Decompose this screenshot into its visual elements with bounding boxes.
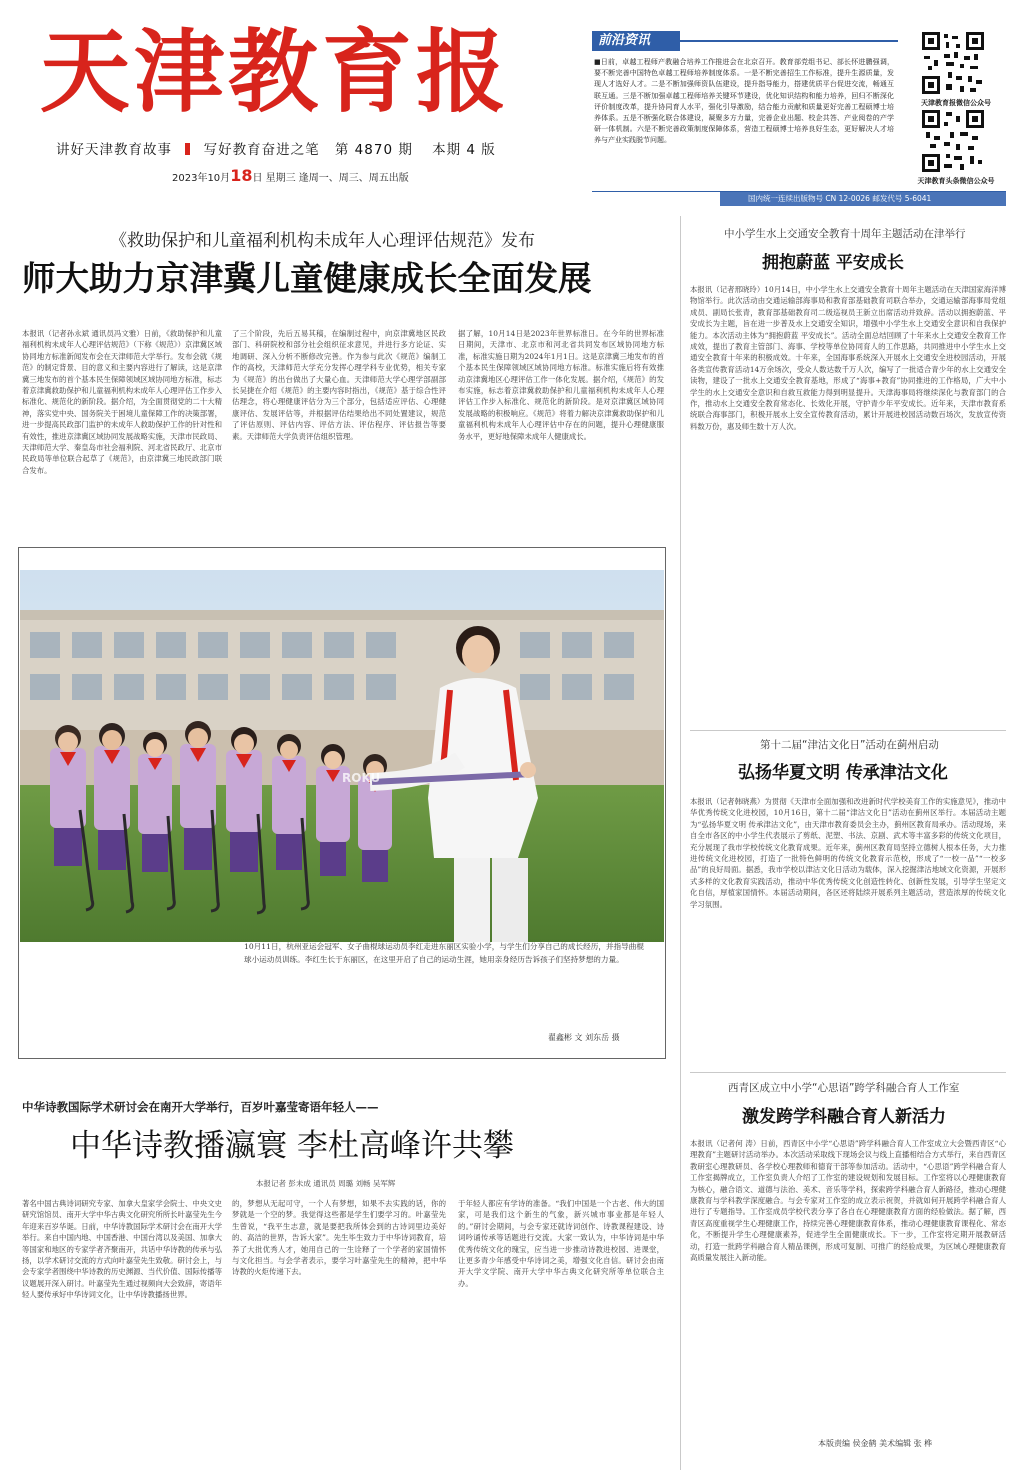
qr-code-2 xyxy=(920,108,986,174)
right1-headline: 拥抱蔚蓝 平安成长 xyxy=(762,253,904,273)
masthead-title: 天津教育报 xyxy=(40,19,510,125)
news-flash-label: 前沿资讯 xyxy=(592,31,680,51)
masthead-slogan xyxy=(56,138,496,158)
page-count: 本期 4 版 xyxy=(432,142,496,158)
slogan-2: 写好教育奋进之笔 xyxy=(203,142,320,158)
poetry-headline: 中华诗教播瀛寰 李杜高峰许共攀 xyxy=(70,1128,514,1164)
lead-headline: 师大助力京津冀儿童健康成长全面发展 xyxy=(22,259,592,298)
issue-date: 2023年10月18日 星期三 逢周一、周三、周五出版 xyxy=(172,166,409,185)
lead-kicker: 《救助保护和儿童福利机构未成年人心理评估规范》发布 xyxy=(110,231,535,251)
right1-kicker: 中小学生水上交通安全教育十周年主题活动在津举行 xyxy=(724,228,966,240)
right3-body: 本报讯（记者何 涛）日前，西青区中小学“心思语”跨学科融合育人工作室成立大会暨西青区“心理教育”主题研讨活动举办。本次活动采取线下现场会议与线上直播相结合方式举行，来自西青区教研室心理教研员、各学校心理教师和德育干部等参加活动。活动中，“心思语”跨学科融合育人工作室揭牌成立，工作室负责人介绍了工作室的建设规划和发展目标。工作室将以心理健康教育为核心，融合语文、道德与法治、美术、音乐等学科，探索跨学科融合育人新路径，推动心理健康教育与学科教学深度融合。与会专家对工作室的成立表示祝贺，并就如何开展跨学科融合育人进行了专题指导。工作室成员学校代表分享了各自在心理健康教育方面的经验做法。据了解，西青区高度重视学生心理健康工作，持续完善心理健康教育体系，推动心理健康教育课程化、常态化，不断提升学生心理健康素养，促进学生全面健康成长。下一步，工作室将定期开展教研活动，打造一批跨学科融合育人精品课例，形成可复制、可推广的经验成果，为区域心理健康教育高质量发展注入新动能。 xyxy=(690,1139,1006,1263)
slogan-1: 讲好天津教育故事 xyxy=(56,142,172,158)
poetry-column-2: 的，梦想从无起可守，一个人有梦想，如果不去实践的话，你的梦就是一个空的梦。我觉得这些都是学生们要学习的。叶嘉莹先生曾说，“我平生志意，就是要把我所体会到的古诗词里边美好的、高洁的世界，告诉大家”。先生毕生致力于中华诗词教育，培养了大批优秀人才，她用自己的一生诠释了一个学者的家国情怀与文化担当。与会学者表示，要学习叶嘉莹先生的精神，把中华诗教的火炬传递下去。 xyxy=(232,1199,446,1277)
lead-column-3: 据了解，10月14日是2023年世界标准日。在今年的世界标准日期间，天津市、北京市和河北省共同发布区域协同地方标准，标准实施日期为2024年1月1日。这是京津冀三地发布的首个基本民生保障领域区域协同地方标准。标准实施后将有效推动京津冀地区心理评估工作一体化发展。据介绍，《规范》的发布实施，标志着京津冀救助保护和儿童福利机构未成年人心理评估工作步入标准化、规范化的新阶段。是对京津冀区域协同发展战略的积极响应。《规范》将着力解决京津冀救助保护和儿童福利机构未成年人心理评估中存在的问题，提升心理健康服务水平，更好地保障未成年人健康成长。 xyxy=(458,329,664,441)
news-flash-body: ■日前，卓越工程师产教融合培养工作推进会在北京召开。教育部党组书记、部长怀进鹏强调，要不断完善中国特色卓越工程师培养制度体系。一是不断完善招生工作标准，提升生源质量，发现人才选好人才。二是不断加强师资队伍建设，提升指导能力，搭建优质平台促进交流，畅通互联互通。三是不断加强卓越工程师培养关键环节建设，优化知识结构和能力培养，回归不断深化评价制度改革，提升协同育人水平，强化引导激励，结合能力贡献和质量更好完善工程硕博士培养体系。五是不断强化联合体建设，凝聚多方力量，完善企业出题、校企共答、产业阅卷的产学研一体机制。六是不断完善政策制度保障体系，营造工程硕博士培养良好生态，更好解决人才培养与产业实践脱节问题。 xyxy=(594,58,894,145)
qr-caption-2: 天津教育头条微信公众号 xyxy=(917,177,995,185)
right2-headline: 弘扬华夏文明 传承津沽文化 xyxy=(738,763,948,783)
lead-photo-caption: 10月11日，杭州亚运会冠军、女子曲棍球运动员李红走进东丽区实验小学，与学生们分享自己的成长经历，并指导曲棍球小运动员训练。李红生长于东丽区，在这里开启了自己的运动生涯，她用亲身经历告诉孩子们坚持梦想的力量。 xyxy=(244,942,644,964)
publication-code-bar: 国内统一连续出版物号 CN 12-0026 邮发代号 5-6041 xyxy=(720,192,1006,206)
lead-photo xyxy=(20,570,664,942)
date-day: 18 xyxy=(230,166,253,185)
lead-column-2: 了三个阶段，先后五易其稿，在编制过程中，向京津冀地区民政部门、科研院校和部分社会组织征求意见，并进行多方论证、实地调研、深入分析不断修改完善。作为参与此次《规范》编制工作的高校，天津师范大学充分发挥心理学科专业优势，相关专家为《规范》的出台做出了大量心血。天津师范大学心理学部副部长吴捷在介绍《规范》的主要内容时指出，《规范》基于综合性评估理念，将心理健康评估分为三个部分，包括适应评估、心理健康评估、发展评估等，并根据评估结果给出不同处置建议，规范了评估原则、评估内容、评估方法、评估程序、评估报告等要素。天津师范大学负责评估组织管理。 xyxy=(232,329,446,441)
lead-column-1: 本报讯（记者孙永斌 通讯员冯文雅）日前，《救助保护和儿童福利机构未成年人心理评估规范》（下称《规范》）京津冀区域协同地方标准新闻发布会在天津师范大学举行。发布会就《规范》的制定背景、目的意义和主要内容进行了解读，这是京津冀三地发布的首个基本民生保障领域区域协同地方标准，标志着京津冀救助保护和儿童福利机构未成年人心理评估工作步入标准化、规范化的新阶段。据介绍，为全面贯彻党的二十大精神，落实党中央、国务院关于困境儿童保障工作的决策部署，进一步提高民政部门监护的未成年人救助保护工作的针对性和有效性，推进京津冀区域协同发展战略实施，天津市民政局、天津师范大学、秦皇岛市社会福利院、河北省民政厅、北京市民政局等单位联合起草了《规范》，由京津冀三地民政部门联合发布。 xyxy=(22,329,222,475)
right1-body: 本报讯（记者邢晓玲）10月14日，中小学生水上交通安全教育十周年主题活动在天津国家海洋博物馆举行。此次活动由交通运输部海事局和教育部基础教育司联合举办，交通运输部海事局党组成员、副局长张青，教育部基础教育司二级巡视员王新立出席活动并致辞。活动以拥抱蔚蓝、平安成长为主题，旨在进一步普及水上交通安全知识，增强中小学生水上交通安全意识和自我保护能力。本次活动主体为“拥抱蔚蓝 平安成长”。活动全面总结回顾了十年来水上交通安全教育工作成效，提出了教育主管部门、海事、学校等单位协同育人的工作思路，共同推进中小学生水上交通安全教育十年来的积极成效。十年来，全国海事系统深入开展水上交通安全进校园活动，开展各类宣传教育活动14万余场次，受众人数达数千万人次，编写了一批适合青少年的水上交通安全读物，建设了一批水上交通安全教育基地，形成了“海事+教育”协同推进的工作格局，广大中小学生的水上交通安全意识和自救互救能力得到明显提升。天津海事局将继续深化与教育部门的合作，推动水上交通安全教育常态化、长效化开展，守护青少年平安成长。近年来，天津市教育系统联合海事部门，积极开展水上安全宣传教育活动，累计开展进校园活动数百场次，发放宣传资料数万份，惠及师生数十万人次。 xyxy=(690,285,1006,431)
poetry-kicker: 中华诗教国际学术研讨会在南开大学举行，百岁叶嘉莹寄语年轻人—— xyxy=(22,1100,379,1114)
qr-caption-1: 天津教育报微信公众号 xyxy=(921,99,991,107)
lead-photo-credit: 翟鑫彬 文 刘东岳 摄 xyxy=(548,1033,620,1042)
right3-kicker: 西青区成立中小学“心思语”跨学科融合育人工作室 xyxy=(728,1082,960,1094)
right2-kicker: 第十二届“津沽文化日”活动在蓟州启动 xyxy=(760,739,939,751)
page-editors: 本版责编 侯金鹤 美术编辑 张 桦 xyxy=(818,1439,933,1448)
poetry-column-3: 于年轻人都应有学诗的准备。“我们中国是一个古老、伟大的国家，可是我们这个新生的气象，新兴城市事业都是年轻人的。”研讨会期间，与会专家还就诗词创作、诗教课程建设、诗词吟诵传承等话题进行交流。大家一致认为，中华诗词是中华优秀传统文化的瑰宝，应当进一步推动诗教进校园、进课堂，让更多青少年感受中华诗词之美，增强文化自信。研讨会由南开大学文学院、南开大学中华古典文化研究所等单位联合主办。 xyxy=(458,1199,664,1288)
poetry-byline: 本报记者 彭未成 通讯员 周璐 刘畅 吴军辉 xyxy=(256,1179,396,1188)
qr-code-1 xyxy=(920,30,986,96)
poetry-column-1: 著名中国古典诗词研究专家、加拿大皇家学会院士、中央文史研究馆馆员、南开大学中华古典文化研究所所长叶嘉莹先生今年迎来百岁华诞。日前，中华诗教国际学术研讨会在南开大学举行。来自中国内地、中国香港、中国台湾以及美国、加拿大等国家和地区的专家学者齐聚南开，共话中华诗教的传承与弘扬，以学术研讨交流的方式向叶嘉莹先生致敬。研讨会上，与会专家学者围绕中华诗教的历史渊源、当代价值、国际传播等议题展开深入研讨。叶嘉莹先生通过视频向大会致辞，寄语年轻人要传承好中华诗词文化，让中华诗教播扬世界。 xyxy=(22,1199,222,1300)
photo-watermark: ROKU xyxy=(342,771,381,785)
issue-number: 第 4870 期 xyxy=(334,142,413,158)
right3-headline: 激发跨学科融合育人新活力 xyxy=(742,1107,946,1127)
right2-body: 本报讯（记者韩晓燕）为贯彻《天津市全面加强和改进新时代学校美育工作的实施意见》，推动中华优秀传统文化进校园，10月16日，第十二届“津沽文化日”活动在蓟州区举行。本届活动主题为“弘扬华夏文明 传承津沽文化”，由天津市教育委员会主办，蓟州区教育局承办。活动现场，来自全市各区的中小学生代表展示了剪纸、泥塑、书法、京剧、武术等丰富多彩的传统文化项目，充分展现了我市学校传统文化教育成果。近年来，蓟州区教育局坚持立德树人根本任务，大力推进传统文化进校园，打造了一批特色鲜明的传统文化教育示范校，形成了“一校一品”“一校多品”的良好局面。据悉，我市学校以津沽文化日活动为载体，深入挖掘津沽地域文化资源，开展形式多样的文化教育实践活动，推动中华优秀传统文化创造性转化、创新性发展，引导学生坚定文化自信，厚植家国情怀。本届活动期间，各区还将陆续开展系列主题活动，营造浓厚的传统文化学习氛围。 xyxy=(690,797,1006,909)
